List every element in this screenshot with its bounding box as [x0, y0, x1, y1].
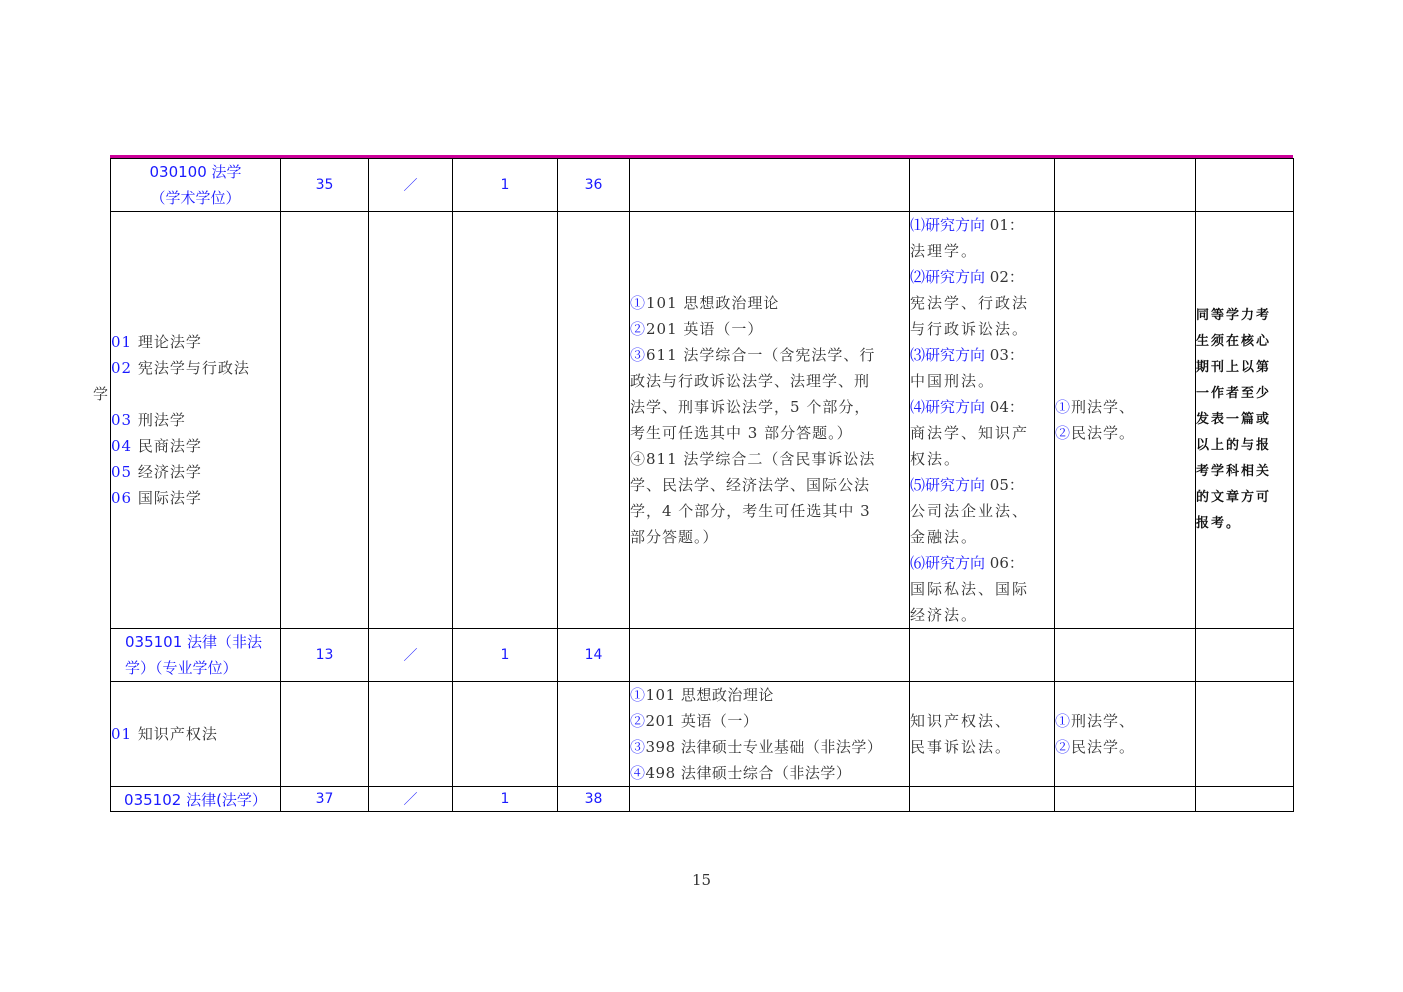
direction-item: 学 — [93, 385, 110, 403]
direction-item: 05 经济法学 — [111, 463, 202, 481]
exam-line: 部分答题。） — [630, 528, 719, 546]
reference-books-cell — [1055, 212, 1196, 629]
exam-line: 政法与行政诉讼法学、法理学、刑 — [630, 372, 871, 390]
empty-cell — [630, 159, 910, 212]
degree-type: （学术学位） — [150, 189, 241, 207]
empty-cell — [910, 629, 1055, 682]
direction-item: 06 国际法学 — [111, 489, 202, 507]
major-code: 035101 法律（非法 — [125, 633, 263, 651]
remark-line: 报考。 — [1196, 516, 1242, 531]
total-cell: 38 — [558, 787, 630, 812]
reference-item: ②民法学。 — [1055, 738, 1136, 756]
direction-item: 02 宪法学与行政法 — [111, 359, 250, 377]
major-code: 035102 法律(法学） — [111, 787, 281, 812]
empty-cell — [453, 212, 558, 629]
remark-line: 一作者至少 — [1196, 386, 1272, 401]
research-heading: ⑷研究方向 04： — [910, 398, 1024, 416]
quota-cell: 35 — [281, 159, 369, 212]
direction-item: 01 理论法学 — [111, 333, 202, 351]
total-cell: 14 — [558, 629, 630, 682]
empty-cell — [558, 682, 630, 787]
empty-cell — [1196, 629, 1294, 682]
research-body: 经济法。 — [910, 606, 979, 624]
remark-line: 期刊上以第 — [1196, 360, 1272, 375]
table-row — [111, 159, 1294, 212]
exam-line: 考生可任选其中 3 部分答题。） — [630, 424, 853, 442]
degree-type: 学）（专业学位） — [125, 659, 238, 677]
exam-subjects-cell — [630, 682, 910, 787]
remark-line: 的文章方可 — [1196, 490, 1272, 505]
directions-cell — [111, 682, 281, 787]
empty-cell — [453, 682, 558, 787]
empty-cell — [281, 682, 369, 787]
quota-cell: ／ — [369, 629, 453, 682]
direction-item: 03 刑法学 — [111, 411, 186, 429]
empty-cell — [1055, 629, 1196, 682]
exam-subjects-cell — [630, 212, 910, 629]
table-row — [111, 212, 1294, 629]
admissions-table — [93, 158, 1294, 812]
directions-cell — [93, 212, 281, 629]
direction-item: 01 知识产权法 — [111, 725, 218, 743]
empty-cell — [630, 787, 910, 812]
remark-line: 生须在核心 — [1196, 334, 1272, 349]
exam-line: 学，4 个部分，考生可任选其中 3 — [630, 502, 871, 520]
exam-line: 学、民法学、经济法学、国际公法 — [630, 476, 871, 494]
research-body: 中国刑法。 — [910, 372, 996, 390]
research-body: 知识产权法、 — [910, 712, 1013, 730]
exam-line: ③611 法学综合一（含宪法学、行 — [630, 346, 876, 364]
research-body: 公司法企业法、 — [910, 502, 1030, 520]
direction-item: 04 民商法学 — [111, 437, 202, 455]
empty-cell — [1196, 787, 1294, 812]
reference-item: ①刑法学、 — [1055, 398, 1136, 416]
quota-cell: 1 — [453, 159, 558, 212]
research-heading: ⑴研究方向 01： — [910, 216, 1024, 234]
research-heading: ⑸研究方向 05： — [910, 476, 1024, 494]
total-cell: 36 — [558, 159, 630, 212]
empty-cell — [630, 629, 910, 682]
quota-cell: 13 — [281, 629, 369, 682]
quota-cell: ／ — [369, 787, 453, 812]
quota-cell: 37 — [281, 787, 369, 812]
research-heading: ⑵研究方向 02： — [910, 268, 1024, 286]
research-heading: ⑶研究方向 03： — [910, 346, 1024, 364]
research-directions-cell — [910, 212, 1055, 629]
exam-line: ①101 思想政治理论 — [630, 686, 774, 704]
exam-line: ③398 法律硕士专业基础（非法学） — [630, 738, 883, 756]
research-body: 法理学。 — [910, 242, 979, 260]
research-body: 金融法。 — [910, 528, 979, 546]
remark-line: 以上的与报 — [1196, 438, 1272, 453]
exam-line: ①101 思想政治理论 — [630, 294, 780, 312]
page-number: 15 — [691, 871, 712, 889]
empty-cell — [910, 787, 1055, 812]
research-body: 国际私法、国际 — [910, 580, 1030, 598]
table-row — [111, 629, 1294, 682]
research-body: 商法学、知识产 — [910, 424, 1030, 442]
empty-cell — [369, 212, 453, 629]
major-code-cell — [111, 159, 281, 212]
empty-cell — [1196, 159, 1294, 212]
empty-cell — [369, 682, 453, 787]
major-code: 030100 法学 — [149, 163, 242, 181]
reference-item: ②民法学。 — [1055, 424, 1136, 442]
remark-line: 发表一篇或 — [1196, 412, 1272, 427]
major-code-cell — [111, 629, 281, 682]
quota-cell: 1 — [453, 629, 558, 682]
exam-line: ②201 英语（一） — [630, 320, 764, 338]
remark-line: 同等学力考 — [1196, 308, 1272, 323]
research-body: 与行政诉讼法。 — [910, 320, 1030, 338]
research-body: 权法。 — [910, 450, 962, 468]
exam-line: ④811 法学综合二（含民事诉讼法 — [630, 450, 876, 468]
research-directions-cell — [910, 682, 1055, 787]
exam-line: ④498 法律硕士综合（非法学） — [630, 764, 852, 782]
empty-cell — [558, 212, 630, 629]
empty-cell — [1196, 682, 1294, 787]
research-body: 宪法学、行政法 — [910, 294, 1030, 312]
research-body: 民事诉讼法。 — [910, 738, 1013, 756]
table-row — [111, 787, 1294, 812]
empty-cell — [910, 159, 1055, 212]
empty-cell — [1055, 787, 1196, 812]
reference-books-cell — [1055, 682, 1196, 787]
quota-cell: 1 — [453, 787, 558, 812]
quota-cell: ／ — [369, 159, 453, 212]
remarks-cell — [1196, 212, 1294, 629]
remark-line: 考学科相关 — [1196, 464, 1272, 479]
reference-item: ①刑法学、 — [1055, 712, 1136, 730]
empty-cell — [1055, 159, 1196, 212]
table-row — [111, 682, 1294, 787]
empty-cell — [281, 212, 369, 629]
research-heading: ⑹研究方向 06： — [910, 554, 1024, 572]
exam-line: 法学、刑事诉讼法学，5 个部分， — [630, 398, 871, 416]
exam-line: ②201 英语（一） — [630, 712, 759, 730]
